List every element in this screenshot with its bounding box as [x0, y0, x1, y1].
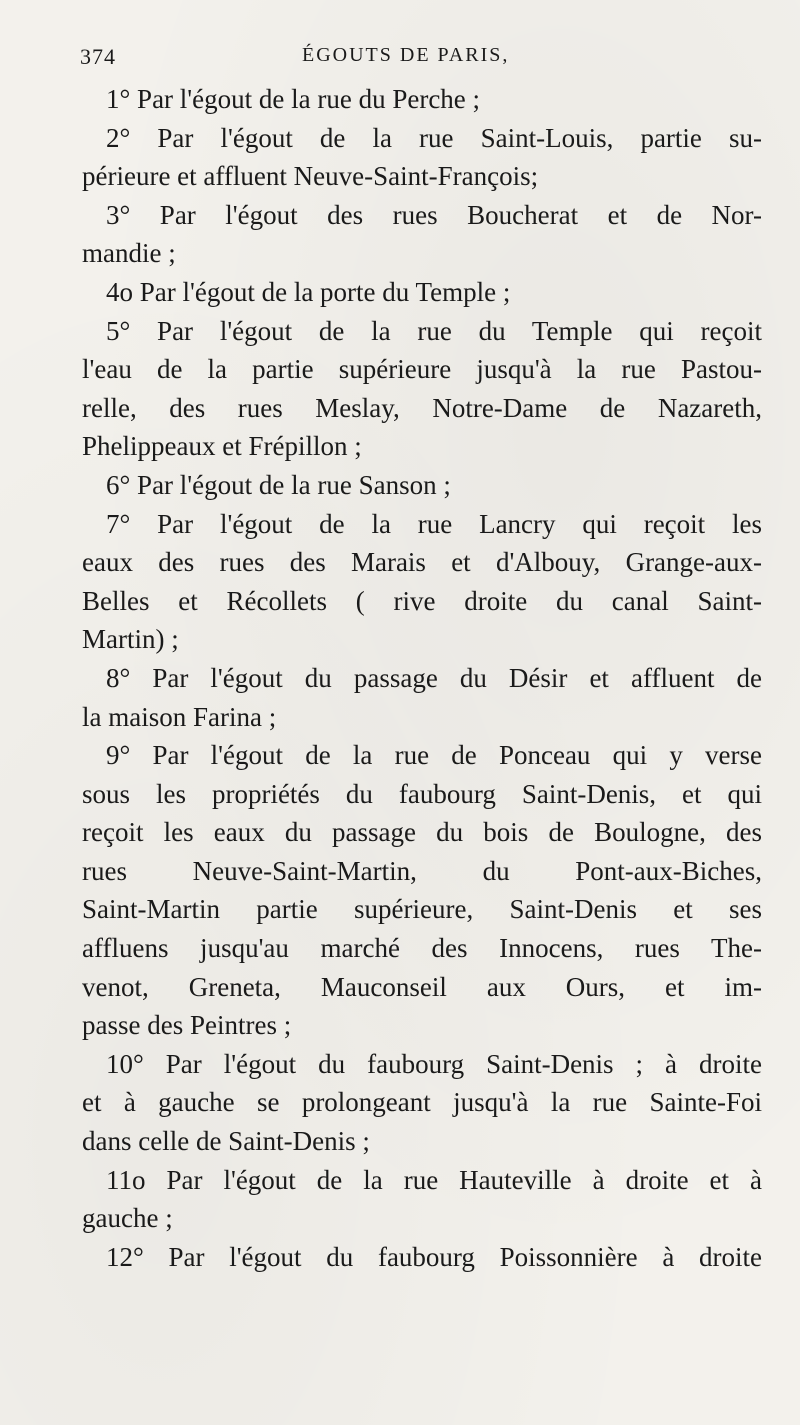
- text-line: venot, Greneta, Mauconseil aux Ours, et im-: [82, 971, 762, 1002]
- text-line: gauche ;: [82, 1203, 173, 1234]
- text-line: dans celle de Saint-Denis ;: [82, 1126, 370, 1157]
- text-line: et à gauche se prolongeant jusqu'à la rue Sainte-Foi: [82, 1087, 762, 1118]
- text-line: Saint-Martin partie supérieure, Saint-Denis et ses: [82, 894, 762, 925]
- body-text: [82, 80, 762, 1276]
- text-line: Belles et Récollets ( rive droite du canal Saint-: [82, 585, 762, 616]
- text-line: affluens jusqu'au marché des Innocens, rues The-: [82, 933, 762, 964]
- text-line: 9° Par l'égout de la rue de Ponceau qui y verse: [106, 740, 762, 771]
- text-line: 8° Par l'égout du passage du Désir et affluent de: [106, 662, 762, 693]
- text-line: 12° Par l'égout du faubourg Poissonnière à droite: [106, 1241, 762, 1272]
- text-line: 1° Par l'égout de la rue du Perche ;: [106, 84, 481, 114]
- text-line: 4o Par l'égout de la porte du Temple ;: [106, 276, 511, 307]
- text-line: 7° Par l'égout de la rue Lancry qui reçoit les: [106, 508, 762, 539]
- text-line: 10° Par l'égout du faubourg Saint-Denis ; à droite: [106, 1048, 762, 1079]
- text-line: 6° Par l'égout de la rue Sanson ;: [106, 469, 451, 500]
- page-header: [80, 40, 770, 76]
- text-line: eaux des rues des Marais et d'Albouy, Grange-aux-: [82, 547, 762, 578]
- text-line: Phelippeaux et Frépillon ;: [82, 431, 362, 462]
- text-line: périeure et affluent Neuve-Saint-François;: [82, 161, 539, 192]
- page-number: 374: [80, 44, 116, 69]
- text-line: reçoit les eaux du passage du bois de Boulogne, des: [82, 817, 762, 848]
- text-line: sous les propriétés du faubourg Saint-Denis, et qui: [82, 778, 762, 809]
- text-line: mandie ;: [82, 238, 176, 269]
- text-line: Martin) ;: [82, 624, 179, 655]
- text-line: rues Neuve-Saint-Martin, du Pont-aux-Biches,: [82, 855, 762, 886]
- running-title: ÉGOUTS DE PARIS,: [302, 44, 510, 66]
- text-line: 11o Par l'égout de la rue Hauteville à droite et à: [106, 1164, 762, 1195]
- text-line: 5° Par l'égout de la rue du Temple qui reçoit: [106, 315, 762, 346]
- text-line: passe des Peintres ;: [82, 1010, 292, 1041]
- text-line: relle, des rues Meslay, Notre-Dame de Nazareth,: [82, 392, 762, 423]
- text-line: 2° Par l'égout de la rue Saint-Louis, partie su-: [106, 122, 762, 153]
- text-line: la maison Farina ;: [82, 701, 277, 732]
- text-line: l'eau de la partie supérieure jusqu'à la rue Pastou-: [82, 354, 762, 385]
- text-line: 3° Par l'égout des rues Boucherat et de Nor-: [106, 199, 762, 230]
